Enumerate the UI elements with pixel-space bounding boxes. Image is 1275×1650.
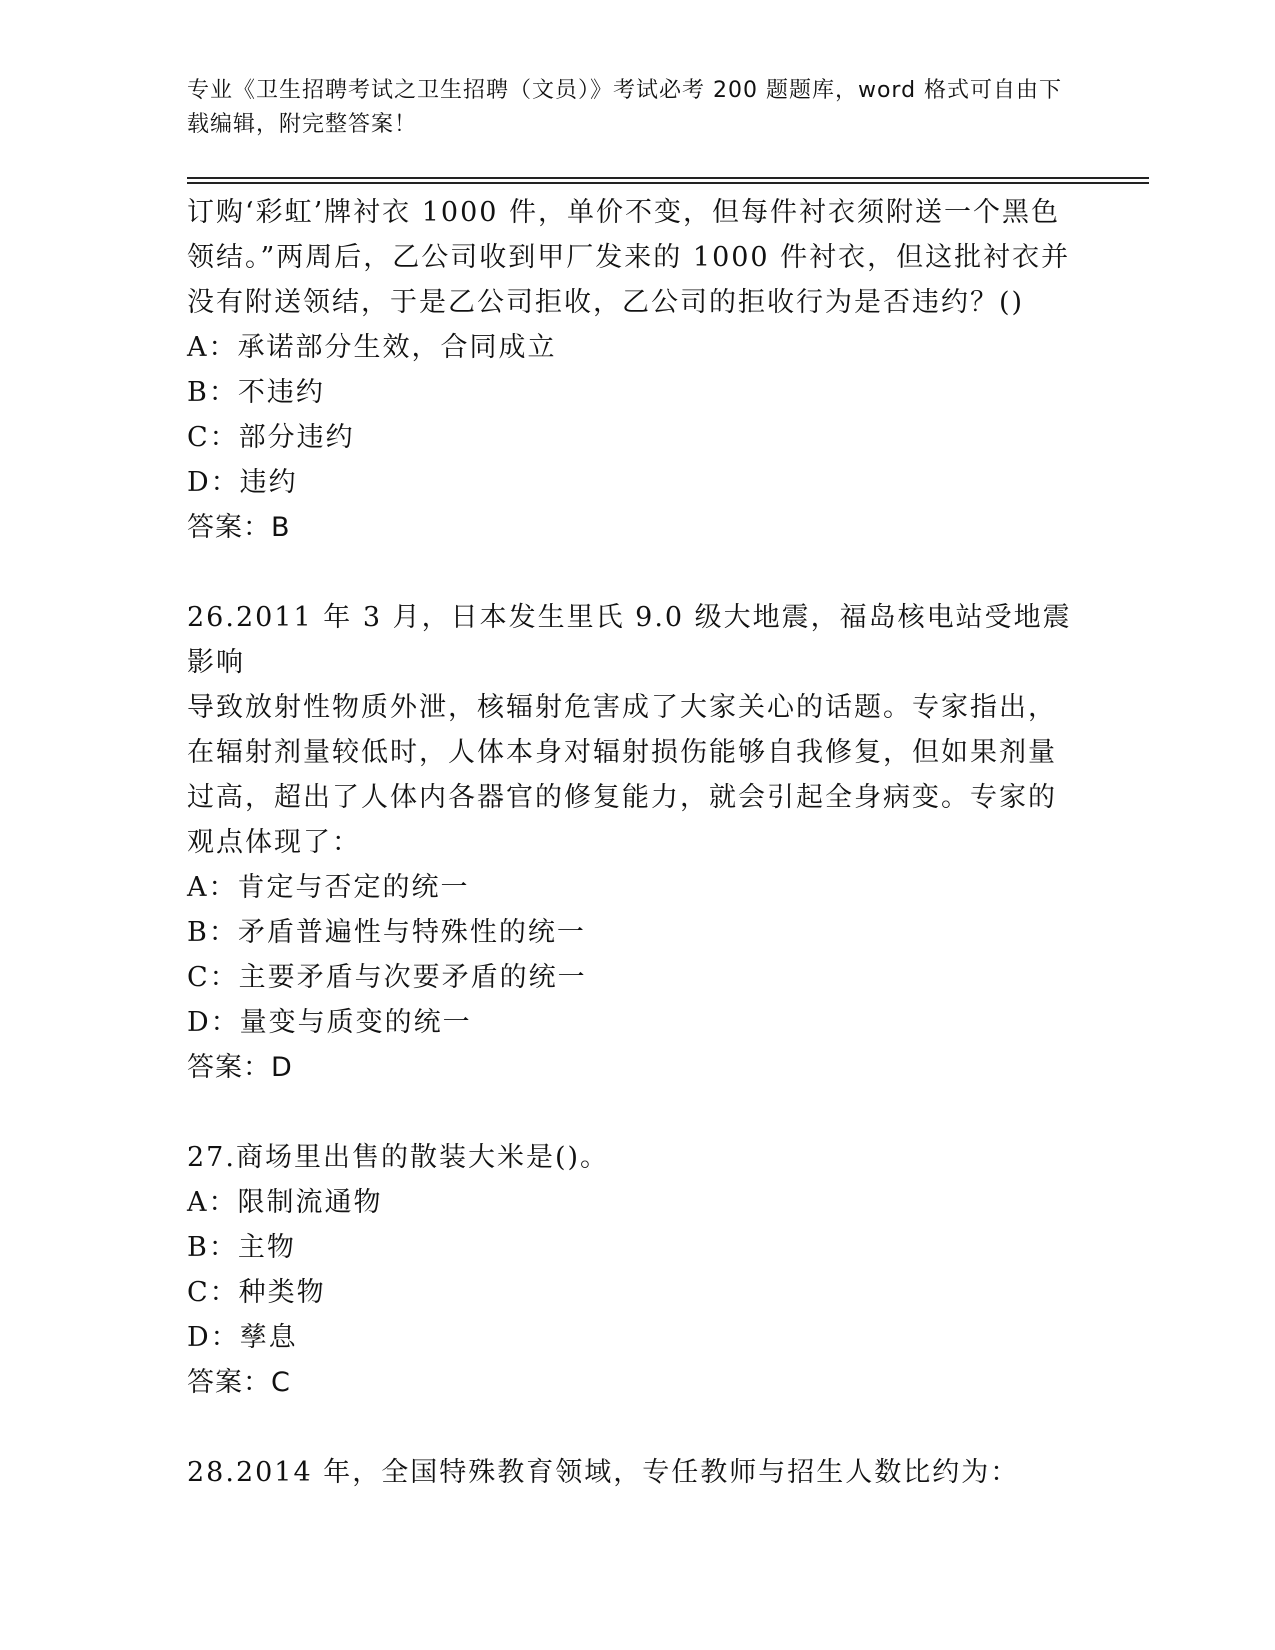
spacer [187, 550, 1087, 595]
question-25 [187, 190, 1087, 550]
question-text-line: 27.商场里出售的散装大米是()。 [187, 1142, 610, 1173]
answer: 答案：C [187, 1367, 291, 1398]
question-text-line: 28.2014 年，全国特殊教育领域，专任教师与招生人数比约为： [187, 1457, 1020, 1488]
option-c: C：种类物 [187, 1277, 326, 1308]
option-d: D：量变与质变的统一 [187, 1007, 472, 1038]
option-b: B：矛盾普遍性与特殊性的统一 [187, 917, 586, 948]
option-c: C：主要矛盾与次要矛盾的统一 [187, 962, 587, 993]
question-26 [187, 595, 1087, 1090]
header-divider-bottom [187, 182, 1149, 184]
question-text-line: 导致放射性物质外泄，核辐射危害成了大家关心的话题。专家指出， [187, 692, 1057, 723]
option-a: A：承诺部分生效，合同成立 [187, 332, 557, 363]
question-text-line: 在辐射剂量较低时，人体本身对辐射损伤能够自我修复，但如果剂量 [187, 737, 1057, 768]
answer: 答案：B [187, 512, 291, 543]
spacer [187, 1090, 1087, 1135]
document-header: 专业《卫生招聘考试之卫生招聘（文员）》考试必考 200 题题库，word 格式可自由下载编辑，附完整答案！ [187, 78, 1063, 137]
question-text-line: 过高，超出了人体内各器官的修复能力，就会引起全身病变。专家的 [187, 782, 1057, 813]
question-content [187, 190, 1087, 1495]
option-b: B：主物 [187, 1232, 296, 1263]
question-text-line: 订购‘彩虹’牌衬衣 1000 件，单价不变，但每件衬衣须附送一个黑色 [187, 197, 1061, 228]
question-text-line: 没有附送领结，于是乙公司拒收，乙公司的拒收行为是否违约？() [187, 287, 1025, 318]
option-a: A：限制流通物 [187, 1187, 383, 1218]
option-d: D：孳息 [187, 1322, 298, 1353]
question-28 [187, 1450, 1087, 1495]
question-text-line: 观点体现了： [187, 827, 361, 858]
question-text-line: 领结。”两周后，乙公司收到甲厂发来的 1000 件衬衣，但这批衬衣并 [187, 242, 1071, 273]
spacer [187, 1405, 1087, 1450]
answer: 答案：D [187, 1052, 293, 1083]
option-c: C：部分违约 [187, 422, 355, 453]
option-b: B：不违约 [187, 377, 325, 408]
header-divider-top [187, 177, 1149, 179]
question-27 [187, 1135, 1087, 1405]
question-text-line: 26.2011 年 3 月，日本发生里氏 9.0 级大地震，福岛核电站受地震影响 [187, 602, 1072, 678]
option-a: A：肯定与否定的统一 [187, 872, 470, 903]
option-d: D：违约 [187, 467, 298, 498]
